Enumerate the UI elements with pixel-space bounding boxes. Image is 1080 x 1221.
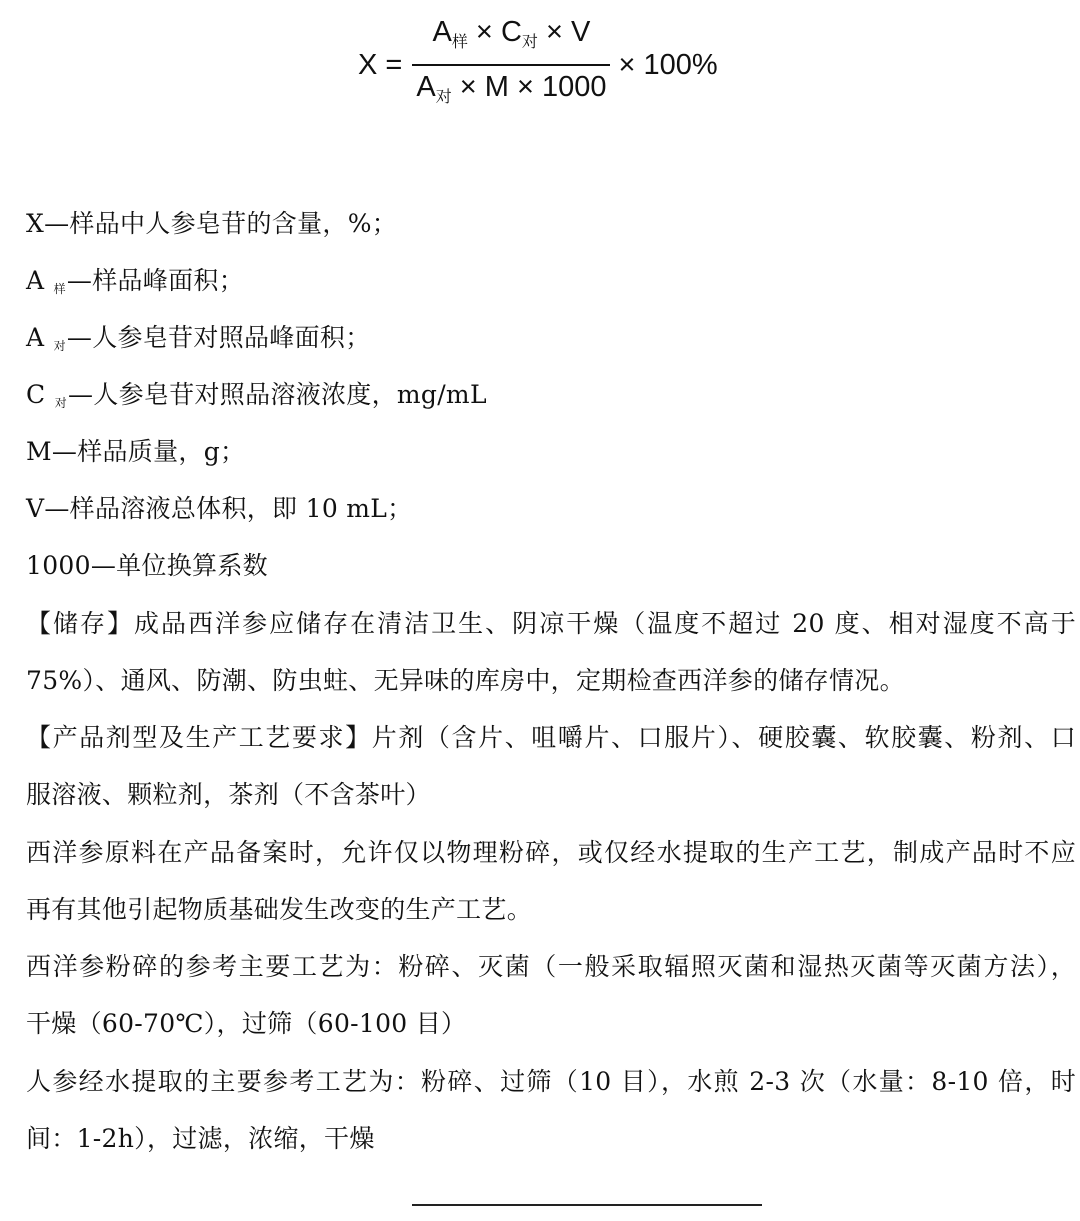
formula-symbol: V (570, 16, 591, 48)
raw-material-paragraph-line: 西洋参原料在产品备案时，允许仅以物理粉碎，或仅经水提取的生产工艺，制成产品时不应 (26, 838, 1076, 867)
storage-paragraph-line: 【储存】成品西洋参应储存在清洁卫生、阴凉干燥（温度不超过 20 度、相对湿度不高于 (26, 609, 1076, 638)
definition-line (26, 437, 245, 467)
definition-line (26, 209, 397, 239)
definition-symbol: M (26, 437, 52, 466)
formula-tail: × 100% (618, 48, 718, 81)
end-divider (412, 1204, 762, 1206)
formula-operator: × (537, 16, 571, 48)
water-extraction-line: 人参经水提取的主要参考工艺为：粉碎、过筛（10 目），水煎 2-3 次（水量：8-10 倍，时 (26, 1067, 1076, 1096)
formula-subscript: 对 (521, 34, 538, 51)
definition-subscript: 对 (53, 339, 66, 353)
definition-symbol: C (26, 380, 46, 409)
formula-numerator (429, 14, 595, 61)
storage-paragraph-line: 75%）、通风、防潮、防虫蛀、无异味的库房中，定期检查西洋参的储存情况。 (26, 666, 905, 695)
formula-denominator (412, 69, 610, 116)
dosage-paragraph-line: 服溶液、颗粒剂，茶剂（不含茶叶） (26, 780, 431, 809)
definition-line (26, 494, 412, 524)
definition-symbol: A (26, 323, 45, 352)
definition-line (26, 323, 371, 361)
formula-symbol: A (416, 71, 436, 103)
crushing-process-line: 西洋参粉碎的参考主要工艺为：粉碎、灭菌（一般采取辐照灭菌和湿热灭菌等灭菌方法）， (26, 952, 1076, 981)
formula-operator: × M × 1000 (451, 71, 607, 103)
formula-fraction (412, 14, 610, 116)
definition-text: —样品溶液总体积，即 10 mL； (44, 494, 413, 523)
raw-material-paragraph-line: 再有其他引起物质基础发生改变的生产工艺。 (26, 895, 533, 924)
definition-text: —样品峰面积； (66, 266, 245, 295)
formula-subscript: 对 (435, 89, 452, 106)
formula-symbol: A (432, 16, 452, 48)
definition-symbol: 1000 (26, 551, 91, 580)
definition-line (26, 266, 244, 304)
formula-lhs: X = (358, 48, 403, 81)
formula-operator: × (467, 16, 501, 48)
water-extraction-line: 间：1-2h），过滤，浓缩，干燥 (26, 1124, 375, 1153)
formula-symbol: C (500, 16, 522, 48)
definition-text: —样品质量，g； (51, 437, 246, 466)
content-formula (358, 14, 718, 116)
formula-subscript: 样 (451, 34, 468, 51)
crushing-process-line: 干燥（60-70℃），过筛（60-100 目） (26, 1009, 467, 1038)
definition-text: —单位换算系数 (90, 551, 268, 580)
definition-subscript: 样 (53, 282, 66, 296)
definition-subscript: 对 (54, 396, 67, 410)
definition-text: —人参皂苷对照品峰面积； (66, 323, 371, 352)
definition-symbol: V (26, 494, 45, 523)
definition-text: —样品中人参皂苷的含量，%； (44, 209, 398, 238)
definition-line (26, 551, 268, 581)
definition-symbol: X (26, 209, 45, 238)
fraction-bar (412, 64, 610, 66)
dosage-paragraph-line: 【产品剂型及生产工艺要求】片剂（含片、咀嚼片、口服片）、硬胶囊、软胶囊、粉剂、口 (26, 723, 1076, 752)
definition-symbol: A (26, 266, 45, 295)
definition-line (26, 380, 487, 418)
definition-text: —人参皂苷对照品溶液浓度，mg/mL (68, 380, 487, 409)
